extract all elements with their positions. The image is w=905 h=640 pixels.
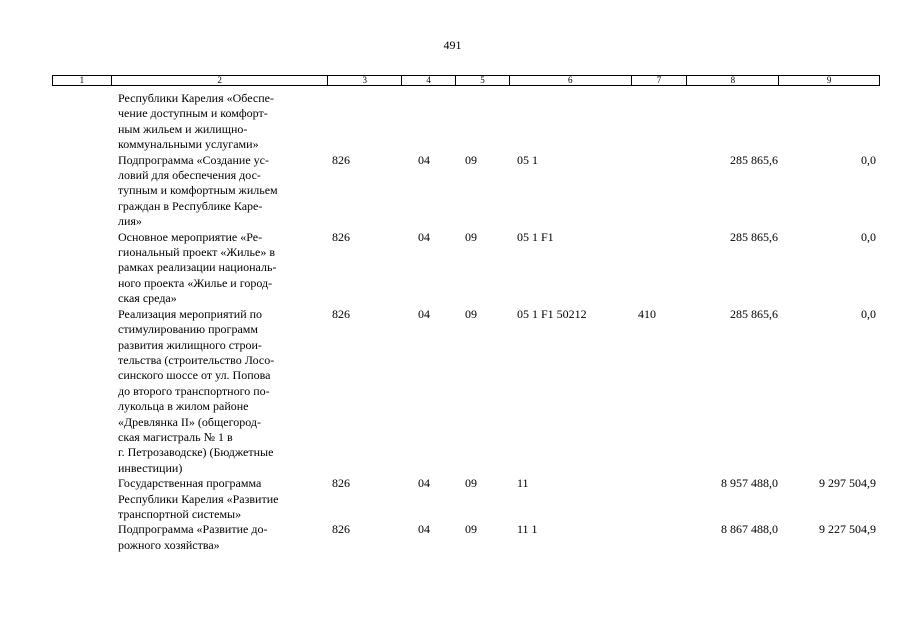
cell-vid-rashodov [632,522,688,553]
table-row [52,153,880,230]
cell-col-1 [52,230,111,307]
cell-podrazdel: 09 [465,306,477,321]
name-line: транспортной системы» [118,506,242,521]
table-header [52,75,880,86]
table-body [52,91,880,553]
name-line: гиональный проект «Жилье» в [118,245,276,260]
header-col-2: 2 [112,76,328,85]
name-line: тельства (строительство Лосо- [118,352,275,367]
table-row [52,307,880,476]
cell-name [111,153,328,230]
name-line: рожного хозяйства» [118,537,220,552]
cell-sum-1: 285 865,6 [730,229,778,244]
name-line: синского шоссе от ул. Попова [118,368,271,383]
header-col-4: 4 [402,76,456,85]
name-line: Подпрограмма «Создание ус- [118,152,269,167]
cell-sum-1: 285 865,6 [730,152,778,167]
cell-sum-2: 0,0 [861,152,876,167]
cell-razdel [402,91,456,153]
name-line: Реализация мероприятий по [118,306,263,321]
cell-col-1 [52,522,111,553]
cell-podrazdel: 09 [465,522,477,537]
cell-name [111,91,328,153]
cell-name [111,476,328,522]
cell-name [111,307,328,476]
cell-kod [328,91,402,153]
cell-name [111,522,328,553]
name-line: рамках реализации националь- [118,260,277,275]
cell-vid-rashodov [632,230,688,307]
cell-sum-1: 8 867 488,0 [721,522,778,537]
cell-col-1 [52,307,111,476]
cell-kod: 826 [332,522,350,537]
cell-celevaya-statya: 05 1 [517,152,538,167]
table-row [52,522,880,553]
cell-name [111,230,328,307]
header-col-7: 7 [632,76,688,85]
cell-celevaya-statya: 11 1 [517,522,538,537]
name-line: Основное мероприятие «Ре- [118,229,263,244]
name-line: граждан в Республике Каре- [118,198,263,213]
cell-kod: 826 [332,152,350,167]
header-col-9: 9 [826,75,832,85]
cell-sum-2 [780,91,880,153]
name-line: чение доступным и комфорт- [118,106,268,121]
cell-podrazdel: 09 [465,152,477,167]
name-line: Республики Карелия «Развитие [118,491,279,506]
header-col-8: 8 [687,76,779,85]
table-row [52,476,880,522]
cell-sum-2: 9 227 504,9 [819,522,876,537]
cell-kod: 826 [332,229,350,244]
name-line: «Древлянка II» (общегород- [118,414,261,429]
cell-vid-rashodov [632,476,688,522]
name-line: Республики Карелия «Обеспе- [118,91,274,105]
table-row [52,91,880,153]
name-line: лия» [118,214,142,229]
page-number: 491 [443,38,462,52]
cell-razdel: 04 [418,476,430,491]
cell-sum-1: 285 865,6 [730,306,778,321]
cell-col-1 [52,476,111,522]
cell-col-1 [52,153,111,230]
header-col-3: 3 [328,76,402,85]
name-line: тупным и комфортным жильем [118,183,278,198]
name-line: г. Петрозаводске) (Бюджетные [118,445,274,460]
cell-razdel: 04 [418,152,430,167]
name-line: ская магистраль № 1 в [118,429,233,444]
cell-kod: 826 [332,306,350,321]
name-line: ловий для обеспечения дос- [118,168,261,183]
cell-sum-2: 0,0 [861,306,876,321]
cell-razdel: 04 [418,306,430,321]
cell-sum-1 [688,91,780,153]
name-line: Государственная программа [118,476,262,491]
cell-vid-rashodov [632,153,688,230]
cell-celevaya-statya: 05 1 F1 50212 [517,306,587,321]
name-line: стимулированию программ [118,322,258,337]
name-line: коммунальными услугами» [118,137,259,152]
header-col-1: 1 [53,76,112,85]
cell-kod: 826 [332,476,350,491]
cell-celevaya-statya: 11 [517,476,529,491]
cell-col-1 [52,91,111,153]
cell-sum-2: 9 297 504,9 [819,476,876,491]
cell-podrazdel: 09 [465,476,477,491]
cell-podrazdel: 09 [465,229,477,244]
cell-razdel: 04 [418,522,430,537]
cell-sum-2: 0,0 [861,229,876,244]
cell-celevaya-statya [510,91,632,153]
cell-vid-rashodov: 410 [638,306,656,321]
name-line: развития жилищного строи- [118,337,262,352]
name-line: до второго транспортного по- [118,383,270,398]
header-col-5: 5 [456,76,510,85]
name-line: ного проекта «Жилье и город- [118,275,273,290]
name-line: ская среда» [118,291,177,306]
cell-razdel: 04 [418,229,430,244]
cell-podrazdel [456,91,510,153]
name-line: инвестиции) [118,460,183,475]
table-row [52,230,880,307]
name-line: лукольца в жилом районе [118,399,249,414]
cell-vid-rashodov [632,91,688,153]
name-line: Подпрограмма «Развитие до- [118,522,268,537]
name-line: ным жильем и жилищно- [118,121,248,136]
cell-sum-1: 8 957 488,0 [721,476,778,491]
header-col-6: 6 [510,76,632,85]
cell-celevaya-statya: 05 1 F1 [517,229,554,244]
